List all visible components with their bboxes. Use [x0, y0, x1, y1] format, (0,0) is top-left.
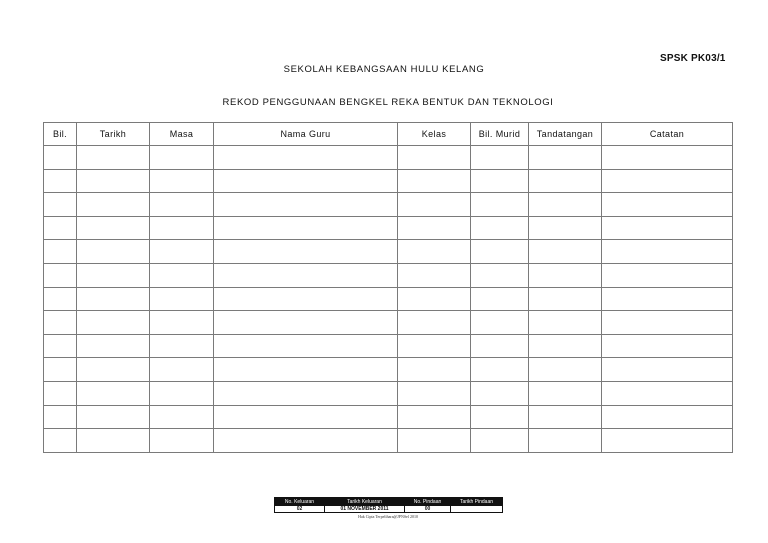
table-cell — [398, 146, 471, 170]
table-cell — [214, 381, 398, 405]
table-cell — [150, 334, 214, 358]
revision-header-no-keluaran: No. Keluaran — [275, 498, 325, 506]
table-cell — [529, 193, 602, 217]
column-header-tandatangan: Tandatangan — [529, 123, 602, 146]
table-cell — [471, 169, 529, 193]
table-cell — [398, 193, 471, 217]
table-cell — [214, 334, 398, 358]
table-cell — [529, 429, 602, 453]
table-cell — [602, 169, 733, 193]
table-cell — [214, 216, 398, 240]
column-header-bil: Bil. — [44, 123, 77, 146]
table-cell — [529, 311, 602, 335]
table-cell — [529, 381, 602, 405]
revision-value-no-keluaran: 02 — [275, 506, 325, 513]
table-cell — [602, 334, 733, 358]
table-cell — [398, 216, 471, 240]
table-cell — [214, 287, 398, 311]
table-row — [44, 405, 733, 429]
table-cell — [44, 146, 77, 170]
table-cell — [44, 169, 77, 193]
table-cell — [471, 216, 529, 240]
table-row — [44, 287, 733, 311]
table-cell — [398, 405, 471, 429]
table-cell — [602, 193, 733, 217]
table-cell — [398, 311, 471, 335]
table-cell — [77, 429, 150, 453]
table-cell — [77, 240, 150, 264]
table-cell — [214, 240, 398, 264]
table-cell — [77, 287, 150, 311]
table-cell — [77, 311, 150, 335]
document-code: SPSK PK03/1 — [660, 53, 726, 64]
column-header-tarikh: Tarikh — [77, 123, 150, 146]
table-header-row — [44, 123, 733, 146]
table-cell — [77, 193, 150, 217]
table-cell — [44, 287, 77, 311]
table-cell — [529, 169, 602, 193]
table-cell — [471, 146, 529, 170]
table-cell — [150, 263, 214, 287]
revision-value-tarikh-pindaan — [451, 506, 503, 513]
table-cell — [44, 263, 77, 287]
table-cell — [602, 429, 733, 453]
table-cell — [214, 311, 398, 335]
table-cell — [77, 358, 150, 382]
table-cell — [150, 193, 214, 217]
table-cell — [398, 169, 471, 193]
table-cell — [150, 287, 214, 311]
table-cell — [602, 311, 733, 335]
table-cell — [150, 405, 214, 429]
table-cell — [44, 311, 77, 335]
table-cell — [471, 263, 529, 287]
table-cell — [77, 334, 150, 358]
revision-value-tarikh-keluaran: 01 NOVEMBER 2011 — [325, 506, 405, 513]
table-row — [44, 429, 733, 453]
table-cell — [602, 358, 733, 382]
table-cell — [44, 193, 77, 217]
table-row — [44, 193, 733, 217]
table-row — [44, 263, 733, 287]
table-cell — [529, 263, 602, 287]
table-row — [44, 311, 733, 335]
table-cell — [77, 381, 150, 405]
table-cell — [44, 334, 77, 358]
table-row — [44, 381, 733, 405]
table-cell — [150, 240, 214, 264]
table-cell — [44, 429, 77, 453]
table-cell — [471, 358, 529, 382]
table-cell — [44, 240, 77, 264]
table-cell — [77, 263, 150, 287]
table-cell — [44, 381, 77, 405]
table-cell — [150, 311, 214, 335]
table-cell — [77, 405, 150, 429]
column-header-catatan: Catatan — [602, 123, 733, 146]
table-cell — [398, 240, 471, 264]
table-cell — [529, 334, 602, 358]
copyright-notice: Hak Cipta Terpelihara@JPNSel 2010 — [358, 514, 418, 519]
column-header-kelas: Kelas — [398, 123, 471, 146]
table-cell — [150, 169, 214, 193]
table-cell — [398, 263, 471, 287]
table-cell — [602, 216, 733, 240]
column-header-masa: Masa — [150, 123, 214, 146]
table-cell — [602, 240, 733, 264]
table-cell — [44, 358, 77, 382]
table-row — [44, 334, 733, 358]
table-cell — [214, 263, 398, 287]
table-cell — [529, 240, 602, 264]
table-cell — [471, 334, 529, 358]
revision-header-tarikh-keluaran: Tarikh Keluaran — [325, 498, 405, 506]
table-cell — [214, 193, 398, 217]
table-cell — [150, 358, 214, 382]
table-cell — [471, 311, 529, 335]
table-cell — [471, 287, 529, 311]
table-cell — [398, 287, 471, 311]
table-cell — [77, 169, 150, 193]
table-cell — [602, 263, 733, 287]
revision-header-tarikh-pindaan: Tarikh Pindaan — [451, 498, 503, 506]
table-cell — [471, 429, 529, 453]
school-name: SEKOLAH KEBANGSAAN HULU KELANG — [283, 64, 485, 75]
table-cell — [398, 381, 471, 405]
table-cell — [398, 334, 471, 358]
table-cell — [471, 381, 529, 405]
table-cell — [150, 216, 214, 240]
table-cell — [44, 216, 77, 240]
table-cell — [529, 405, 602, 429]
table-cell — [529, 216, 602, 240]
table-cell — [398, 358, 471, 382]
table-cell — [529, 287, 602, 311]
table-cell — [398, 429, 471, 453]
table-cell — [44, 405, 77, 429]
table-cell — [150, 381, 214, 405]
table-cell — [471, 240, 529, 264]
column-header-nama-guru: Nama Guru — [214, 123, 398, 146]
table-cell — [214, 405, 398, 429]
table-cell — [150, 146, 214, 170]
table-row — [44, 240, 733, 264]
table-row — [44, 358, 733, 382]
table-cell — [214, 429, 398, 453]
column-header-bil-murid: Bil. Murid — [471, 123, 529, 146]
table-cell — [77, 146, 150, 170]
table-row — [44, 146, 733, 170]
table-cell — [602, 381, 733, 405]
table-row — [44, 216, 733, 240]
table-cell — [471, 193, 529, 217]
table-row — [44, 169, 733, 193]
table-cell — [214, 358, 398, 382]
table-cell — [529, 146, 602, 170]
record-table — [43, 122, 733, 453]
revision-value-no-pindaan: 00 — [405, 506, 451, 513]
table-cell — [471, 405, 529, 429]
table-cell — [602, 146, 733, 170]
table-cell — [602, 287, 733, 311]
revision-header-no-pindaan: No. Pindaan — [405, 498, 451, 506]
form-title: REKOD PENGGUNAAN BENGKEL REKA BENTUK DAN TEKNOLOGI — [222, 97, 554, 108]
table-cell — [214, 169, 398, 193]
table-cell — [77, 216, 150, 240]
table-cell — [150, 429, 214, 453]
revision-table — [274, 497, 503, 513]
table-cell — [529, 358, 602, 382]
table-cell — [602, 405, 733, 429]
table-cell — [214, 146, 398, 170]
revision-footer — [274, 497, 502, 519]
